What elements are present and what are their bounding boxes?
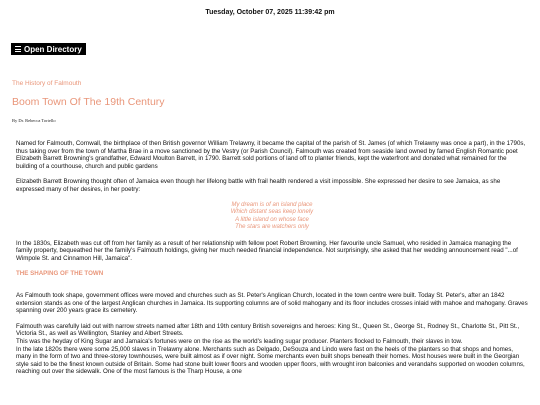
section-heading: THE SHAPING OF THE TOWN xyxy=(16,270,104,278)
article-paragraph: Named for Falmouth, Cornwall, the birthplace of then British governor William Trelawny, it became the capital of the parish of St. James (of which Trelawny was once a part), in the 1790s, thus taking over from the town of Martha Brae in a move sanctioned by the Vestry (or Parish Council). Falmouth was created from seaside land owned by famed English Romantic poet Elizabeth Barrett Browning's grandfather, Edward Moulton Barrett, in 1790. Barrett sold portions of land off to planter friends, kept the waterfront and donated what remained for the building of a courthouse, church and public gardens xyxy=(16,140,526,170)
article-kicker: The History of Falmouth xyxy=(12,80,82,87)
current-datetime: Tuesday, October 07, 2025 11:39:42 pm xyxy=(205,9,335,16)
article-paragraph: This was the heyday of King Sugar and Jamaica's fortunes were on the rise as the world's leading sugar producer. Planters flocked to Falmouth, their slaves in tow. xyxy=(16,337,463,345)
poem-line: Which distant seas keep lonely xyxy=(230,209,314,216)
poem-line: My dream is of an island place xyxy=(231,201,313,208)
article-body xyxy=(16,140,528,376)
article-paragraph: In the late 1820s there were some 25,000 slaves in Trelawny alone. Merchants such as Delgado, DeSouza and Lindo were fast on the heels of the planters so that shops and homes, many in the form of two and three-storey townhouses, were built almost as if over night. Some merchants even built shops beneath their homes. Most houses were built in the Georgian style said to be the finest known outside of Britain. Some had stone built lower floors and wooden upper floors, with wrought iron balconies and verandahs supported on wooden columns, reaching out over the sidewalk. One of the most famous is the Tharp House, a one xyxy=(16,345,525,376)
article-paragraph: As Falmouth took shape, government offices were moved and churches such as St. Peter's Anglican Church, located in the town centre were built. Today St. Peter's, after an 1842 extension stands as one of the largest Anglican churches in Jamaica. Its supporting columns are of solid mahogany and its floor includes crosses inlaid with mahoe and mahogany. Graves spanning over 200 years grace its cemetery. xyxy=(16,291,528,315)
open-directory-label: Open Directory xyxy=(24,44,82,54)
article-paragraph: Falmouth was carefully laid out with narrow streets named after 18th and 19th century British sovereigns and heroes: King St., Queen St., George St., Rodney St., Charlotte St., Pitt St., Victoria St., as well as Wellington, Stanley and Albert Streets. xyxy=(16,322,520,338)
article-paragraph: Elizabeth Barrett Browning thought often of Jamaica even though her lifelong battle with frail health rendered a visit impossible. She expressed her desire to see Jamaica, as she expressed many of her desires, in her poetry: xyxy=(16,178,501,193)
poem-block xyxy=(16,202,528,232)
poem-line: The stars are watchers only xyxy=(235,224,309,231)
article-paragraph: In the 1830s, Elizabeth was cut off from her family as a result of her relationship with fellow poet Robert Browning. Her favourite uncle Samuel, who resided in Jamaica managing the family property, bequeathed her the family's Falmouth holdings, giving her much needed financial independence. Not surprisingly, she asked that her wedding announcement read "...of Wimpole St. and Cinnamon Hill, Jamaica". xyxy=(16,239,518,262)
article-title: Boom Town Of The 19th Century xyxy=(12,96,165,108)
article-byline: By Dr. Rebecca Tortello xyxy=(12,118,56,123)
poem-line: A little island on whose face xyxy=(235,216,309,223)
open-directory-button[interactable] xyxy=(11,43,86,55)
hamburger-menu-icon xyxy=(15,46,21,52)
